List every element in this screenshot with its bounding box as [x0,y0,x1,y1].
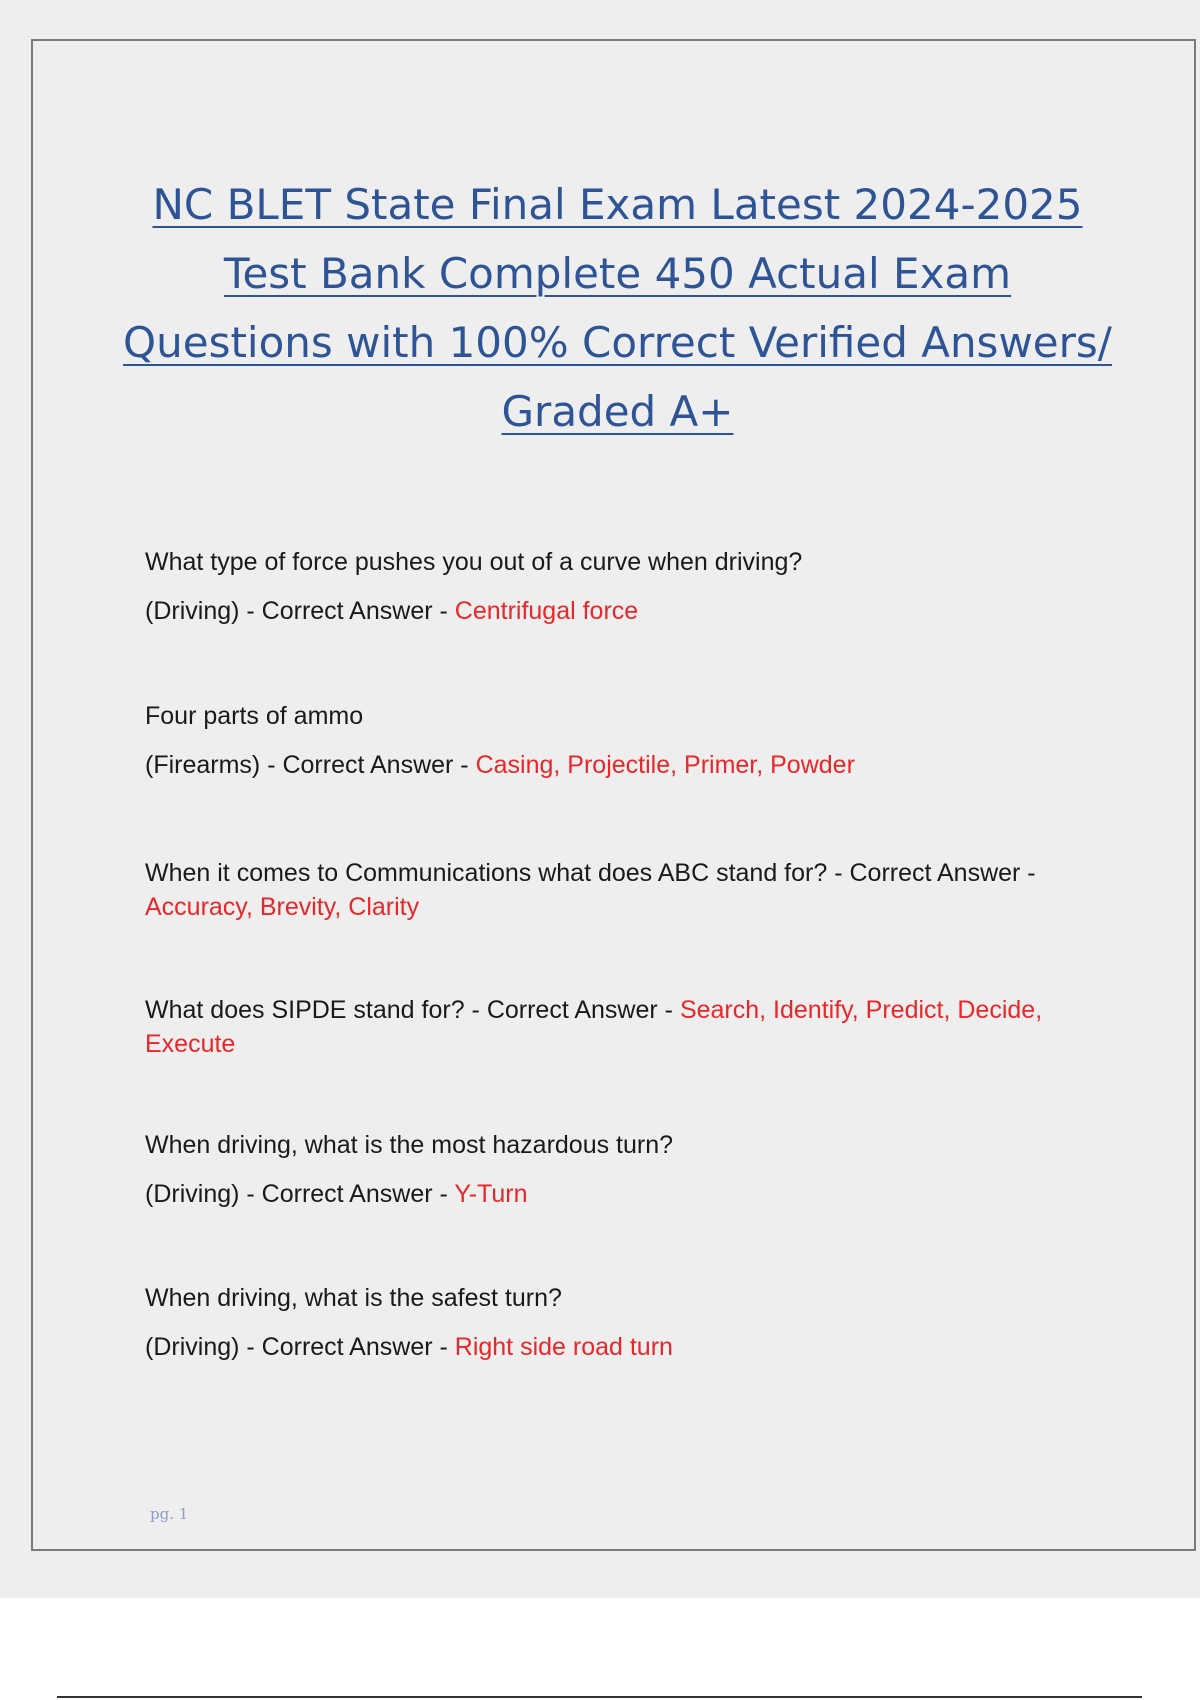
correct-answer: Y-Turn [454,1180,528,1208]
question-and-prefix: What does SIPDE stand for? - Correct Answer - [145,996,680,1024]
qa-item-sipde [145,993,1085,1061]
document-title: NC BLET State Final Exam Latest 2024-2025 Test Bank Complete 450 Actual Exam Questions with 100% Correct Verified Answers/ Graded A+ [123,180,1112,436]
answer-prefix: (Driving) - Correct Answer - [145,1333,455,1361]
qa-item-centrifugal-force [145,548,1085,626]
answer-line [145,597,1085,626]
correct-answer: Accuracy, Brevity, Clarity [145,893,420,921]
qa-item-safest-turn [145,1284,1085,1362]
question-text: When driving, what is the safest turn? [145,1284,562,1312]
question-text: When driving, what is the most hazardous turn? [145,1131,674,1159]
answer-line [145,751,1085,780]
correct-answer: Right side road turn [454,1333,673,1361]
correct-answer: Search, Identify, Predict, Decide, Execute [145,996,1043,1058]
correct-answer: Centrifugal force [454,597,639,625]
answer-prefix: (Firearms) - Correct Answer - [145,751,476,779]
question-and-prefix: When it comes to Communications what does ABC stand for? - Correct Answer - [145,859,1036,887]
qa-item-ammo-parts [145,702,1085,780]
qa-item-abc-communications [145,856,1085,924]
answer-line [145,1180,1085,1209]
answer-line [145,1333,1085,1362]
answer-prefix: (Driving) - Correct Answer - [145,1180,455,1208]
question-answer-paragraph [145,856,1085,924]
question-text: Four parts of ammo [145,702,364,730]
answer-prefix: (Driving) - Correct Answer - [145,597,455,625]
question-answer-paragraph [145,993,1085,1061]
question-text: What type of force pushes you out of a curve when driving? [145,548,803,576]
qa-item-hazardous-turn [145,1131,1085,1209]
page-number: pg. 1 [150,1505,189,1523]
correct-answer: Casing, Projectile, Primer, Powder [475,751,855,779]
footer-divider [57,1696,1142,1698]
